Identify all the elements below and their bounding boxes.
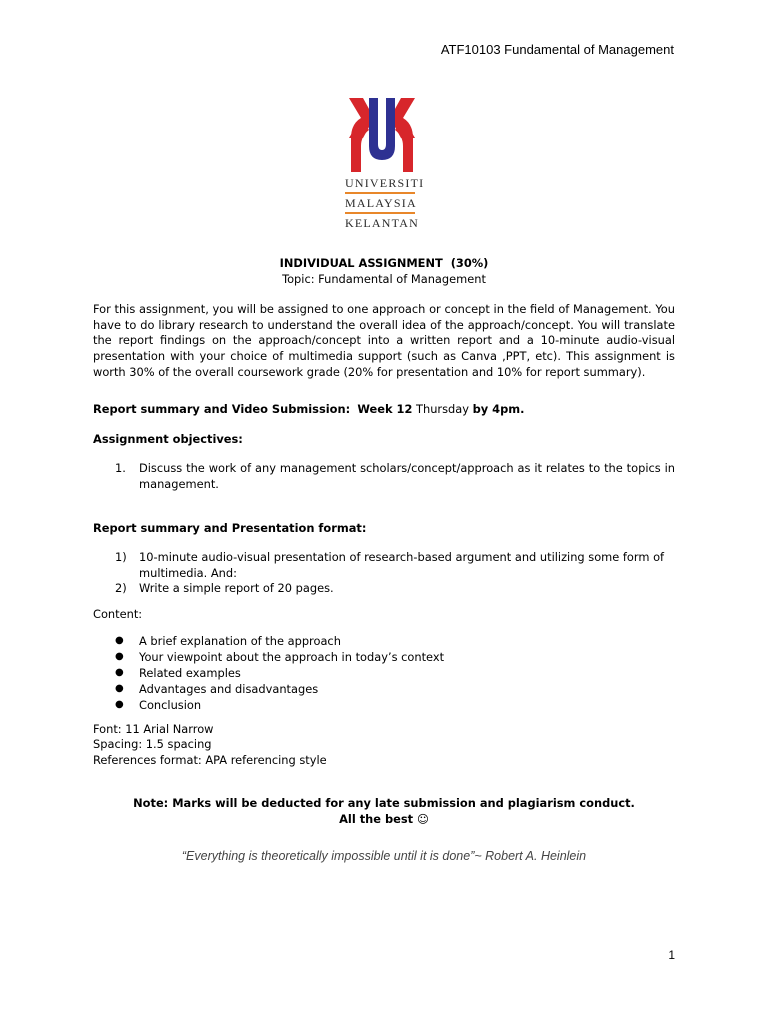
late-submission-note: Note: Marks will be deducted for any late submission and plagiarism conduct. [133, 796, 635, 811]
assignment-topic: Topic: Fundamental of Management [282, 271, 486, 286]
logo-line-kelantan: KELANTAN [345, 216, 419, 230]
objectives-list [93, 461, 675, 492]
bullet-icon: ● [115, 634, 124, 646]
objectives-heading: Assignment objectives: [93, 431, 243, 446]
logo-divider [345, 192, 415, 194]
assignment-title: INDIVIDUAL ASSIGNMENT (30%) [279, 256, 489, 270]
bullet-icon: ● [115, 682, 124, 694]
format-list [93, 550, 675, 597]
bullet-icon: ● [115, 650, 124, 662]
list-item: ● Conclusion [93, 697, 675, 713]
page-number: 1 [668, 948, 675, 962]
logo-line-malaysia: MALAYSIA [345, 196, 417, 210]
spec-references: References format: APA referencing style [93, 752, 327, 767]
list-item: 1. Discuss the work of any management scholars/concept/approach as it relates to the topics in management. [115, 461, 675, 491]
umk-logo-mark-icon [347, 94, 417, 176]
submission-day: Thursday [416, 402, 469, 417]
assignment-body [93, 256, 675, 865]
spec-font: Font: 11 Arial Narrow [93, 721, 214, 736]
list-item: ● Your viewpoint about the approach in today’s context [93, 649, 675, 665]
submission-line [93, 402, 675, 418]
submission-week: Week 12 [357, 402, 413, 417]
bullet-icon: ● [115, 698, 124, 710]
page-header: ATF10103 Fundamental of Management [440, 42, 674, 57]
logo-line-universiti: UNIVERSITI [345, 176, 425, 190]
list-item: ● A brief explanation of the approach [93, 633, 675, 649]
logo-divider [345, 212, 415, 214]
list-item: 2) Write a simple report of 20 pages. [115, 581, 334, 596]
content-bullets [93, 633, 675, 713]
all-the-best: All the best ☺ [339, 811, 429, 826]
submission-label: Report summary and Video Submission: [93, 402, 351, 417]
bullet-icon: ● [115, 666, 124, 678]
heinlein-quote: “Everything is theoretically impossible until it is done”~ Robert A. Heinlein [181, 849, 587, 864]
list-item: ● Related examples [93, 665, 675, 681]
list-item: 1) 10-minute audio-visual presentation of research-based argument and utilizing some form of multimedia. And: [115, 550, 665, 580]
list-item: ● Advantages and disadvantages [93, 681, 675, 697]
content-label: Content: [93, 606, 143, 621]
university-logo [345, 94, 425, 231]
submission-time: by 4pm. [472, 402, 525, 417]
format-heading: Report summary and Presentation format: [93, 520, 367, 535]
spec-spacing: Spacing: 1.5 spacing [93, 737, 212, 752]
intro-paragraph: For this assignment, you will be assigned to one approach or concept in the field of Management. You have to do library research to understand the overall idea of the approach/concept. You will translate the report findings on the approach/concept into a written report and a 10-minute audio-visual presentation with your choice of multimedia support (such as Canva ,PPT, etc). This assignment is worth 30% of the overall coursework grade (20% for presentation and 10% for report summary). [93, 302, 675, 379]
